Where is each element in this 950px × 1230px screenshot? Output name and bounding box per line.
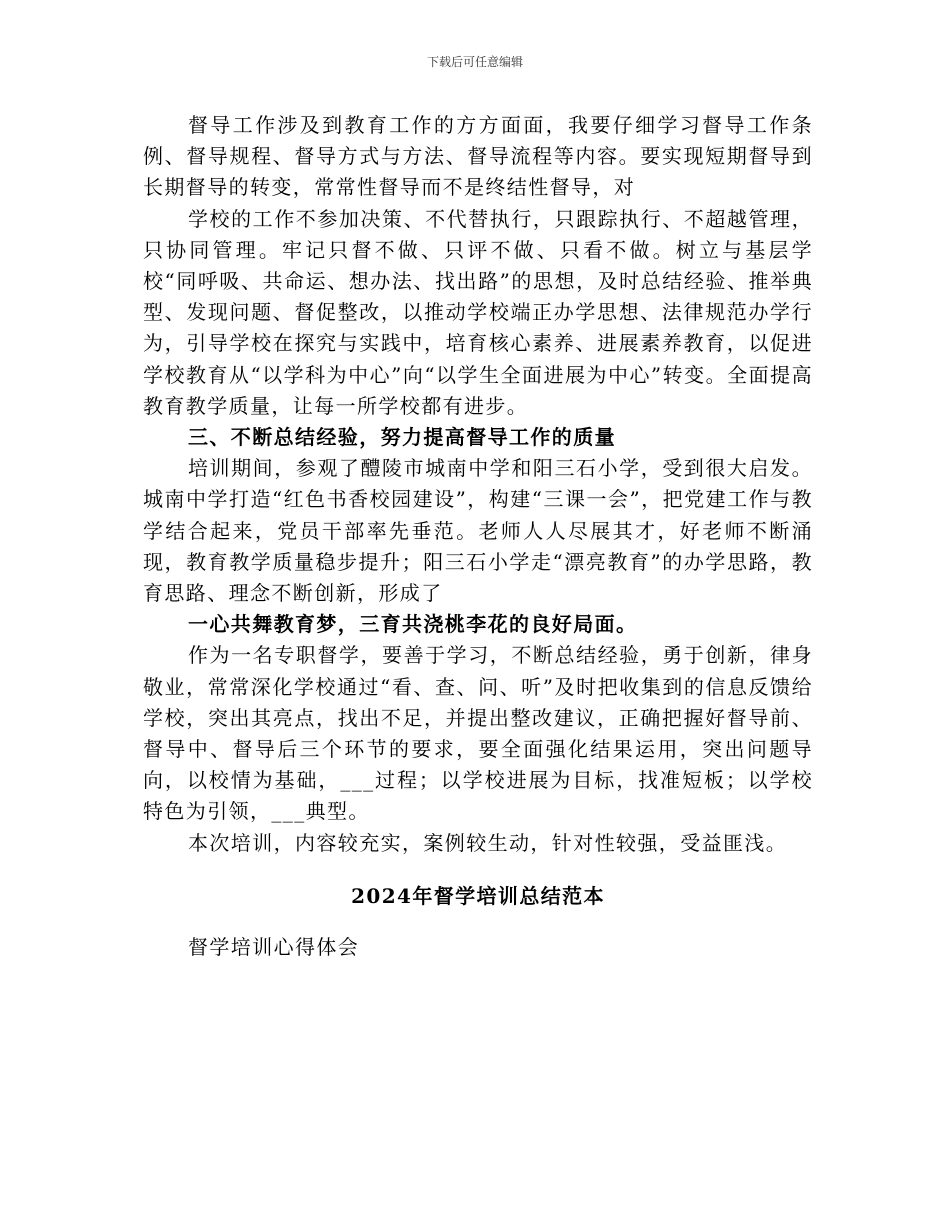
highlight-sentence: 一心共舞教育梦，三育共浇桃李花的良好局面。 (188, 612, 638, 637)
paragraph-3: 培训期间，参观了醴陵市城南中学和阳三石小学，受到很大启发。城南中学打造“红色书香校园建设”，构建“三课一会”，把党建工作与教学结合起来，党员干部率先垂范。老师人人尽展其才，好老师不断涌现，教育教学质量稳步提升；阳三石小学走“漂亮教育”的办学思路，教育思路、理念不断创新，形成了 (143, 456, 813, 606)
document-title: 2024年督学培训总结范本 (351, 883, 605, 908)
section-heading: 三、不断总结经验，努力提高督导工作的质量 (188, 425, 616, 450)
paragraph-1: 督导工作涉及到教育工作的方方面面，我要仔细学习督导工作条例、督导规程、督导方式与方法、督导流程等内容。要实现短期督导到长期督导的转变，常常性督导而不是终结性督导，对 (143, 113, 813, 200)
document-subtitle: 督学培训心得体会 (188, 935, 360, 960)
page-header: 下载后可任意编辑 (426, 55, 523, 69)
paragraph-4: 作为一名专职督学，要善于学习，不断总结经验，勇于创新，律身敬业，常常深化学校通过“看、查、问、听”及时把收集到的信息反馈给学校，突出其亮点，找出不足，并提出整改建议，正确把握好督导前、督导中、督导后三个环节的要求，要全面强化结果运用，突出问题导向，以校情为基础，___过程；以学校进展为目标，找准短板；以学校特色为引领，___典型。 (143, 643, 813, 824)
paragraph-2: 学校的工作不参加决策、不代替执行，只跟踪执行、不超越管理，只协同管理。牢记只督不做、只评不做、只看不做。树立与基层学校“同呼吸、共命运、想办法、找出路”的思想，及时总结经验、推举典型、发现问题、督促整改，以推动学校端正办学思想、法律规范办学行为，引导学校在探究与实践中，培育核心素养、进展素养教育，以促进学校教育从“以学科为中心”向“以学生全面进展为中心”转变。全面提高教育教学质量，让每一所学校都有进步。 (143, 206, 813, 418)
document-body (143, 110, 813, 963)
paragraph-5: 本次培训，内容较充实，案例较生动，针对性较强，受益匪浅。 (188, 830, 788, 855)
